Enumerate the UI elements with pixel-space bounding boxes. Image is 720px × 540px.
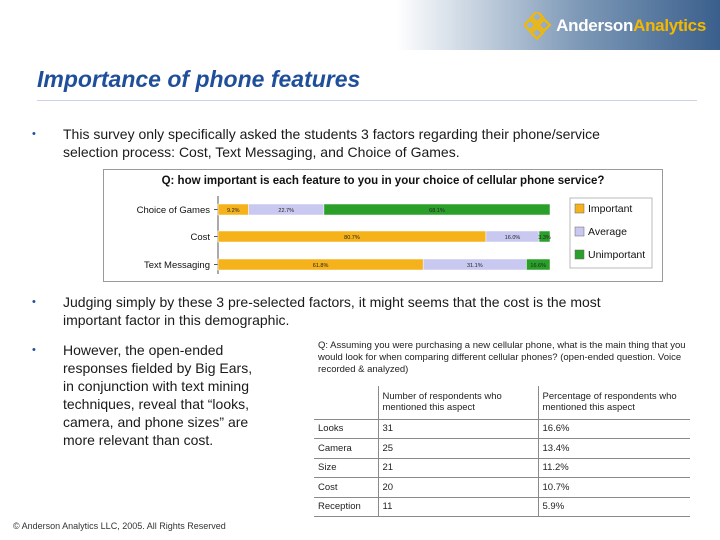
- table-row: [314, 419, 690, 439]
- bullet-text-line: selection process: Cost, Text Messaging, and Choice of Games.: [63, 144, 460, 160]
- bullet-text-line: important factor in this demographic.: [63, 312, 290, 328]
- table-cell-count: 25: [378, 439, 538, 459]
- chart-legend-label: Unimportant: [588, 249, 646, 261]
- table-cell-count: 31: [378, 419, 538, 439]
- logo-wordmark: [556, 16, 706, 36]
- bullet-icon: •: [32, 128, 36, 140]
- chart-title: Q: how important is each feature to you in your choice of cellular phone service?: [161, 175, 605, 187]
- chart-data-label: 9.2%: [226, 208, 240, 214]
- chart-data-label: 61.8%: [312, 263, 329, 269]
- table-cell-aspect: Size: [314, 458, 378, 478]
- table-row: [314, 478, 690, 498]
- chart-category-label: Cost: [190, 232, 210, 243]
- page-title: Importance of phone features: [37, 66, 361, 92]
- survey-results-table: [314, 386, 690, 517]
- chart-data-label: 31.1%: [466, 263, 483, 269]
- bullet-text-line: However, the open-ended: [63, 342, 224, 358]
- chart-data-label: 16.0%: [504, 235, 521, 241]
- chart-legend-swatch: [575, 227, 584, 236]
- chart-legend-label: Average: [588, 226, 627, 238]
- bullet-text-line: This survey only specifically asked the students 3 factors regarding their phone/service: [63, 126, 600, 142]
- table-cell-percent: 16.6%: [538, 419, 690, 439]
- table-cell-percent: 10.7%: [538, 478, 690, 498]
- chart-legend-label: Important: [588, 203, 633, 215]
- table-cell-aspect: Camera: [314, 439, 378, 459]
- logo-text-anderson: Anderson: [556, 16, 634, 35]
- table-cell-count: 20: [378, 478, 538, 498]
- chart-data-label: 16.6%: [530, 263, 547, 269]
- table-header-cell: [314, 386, 378, 419]
- table-row: [314, 439, 690, 459]
- table-row: [314, 458, 690, 478]
- bullet-text-line: Judging simply by these 3 pre-selected factors, it might seems that the cost is the most: [63, 294, 601, 310]
- table-cell-count: 11: [378, 497, 538, 517]
- table-cell-percent: 11.2%: [538, 458, 690, 478]
- table-cell-count: 21: [378, 458, 538, 478]
- table-row: [314, 497, 690, 517]
- table-cell-percent: 5.9%: [538, 497, 690, 517]
- importance-chart: [103, 169, 663, 282]
- header-bar: [0, 0, 720, 50]
- chart-data-label: 80.7%: [344, 235, 360, 241]
- chart-category-label: Text Messaging: [143, 260, 210, 271]
- chart-data-label: 3.3%: [538, 235, 551, 241]
- chart-data-label: 68.1%: [429, 208, 445, 214]
- chart-data-label: 22.7%: [278, 208, 295, 214]
- table-cell-percent: 13.4%: [538, 439, 690, 459]
- logo-text-analytics: Analytics: [633, 16, 706, 35]
- bullet-text-line: techniques, reveal that “looks,: [63, 396, 249, 412]
- bullet-text-line: camera, and phone sizes” are: [63, 414, 249, 430]
- bullet-text-line: in conjunction with text mining: [63, 378, 249, 394]
- bullet-icon: •: [32, 296, 36, 308]
- title-divider: [37, 100, 697, 101]
- bullet-text-line: responses fielded by Big Ears,: [63, 360, 253, 376]
- copyright-footer: © Anderson Analytics LLC, 2005. All Rights Reserved: [13, 521, 226, 531]
- chart-legend-swatch: [575, 204, 584, 213]
- table-cell-aspect: Looks: [314, 419, 378, 439]
- table-header-percent: Percentage of respondents who mentioned this aspect: [538, 386, 690, 419]
- chart-legend-swatch: [575, 250, 584, 259]
- table-cell-aspect: Reception: [314, 497, 378, 517]
- table-header-row: [314, 386, 690, 419]
- chart-category-label: Choice of Games: [136, 205, 210, 216]
- company-logo: [524, 12, 706, 40]
- table-cell-aspect: Cost: [314, 478, 378, 498]
- table-header-count: Number of respondents who mentioned this aspect: [378, 386, 538, 419]
- diamond-cluster-icon: [524, 12, 552, 40]
- survey-question: Q: Assuming you were purchasing a new cellular phone, what is the main thing that you would look for when comparing different cellular phones? (open-ended question. Voice recorded & analyzed): [318, 340, 686, 375]
- bullet-icon: •: [32, 344, 36, 356]
- bullet-text-line: more relevant than cost.: [63, 432, 214, 448]
